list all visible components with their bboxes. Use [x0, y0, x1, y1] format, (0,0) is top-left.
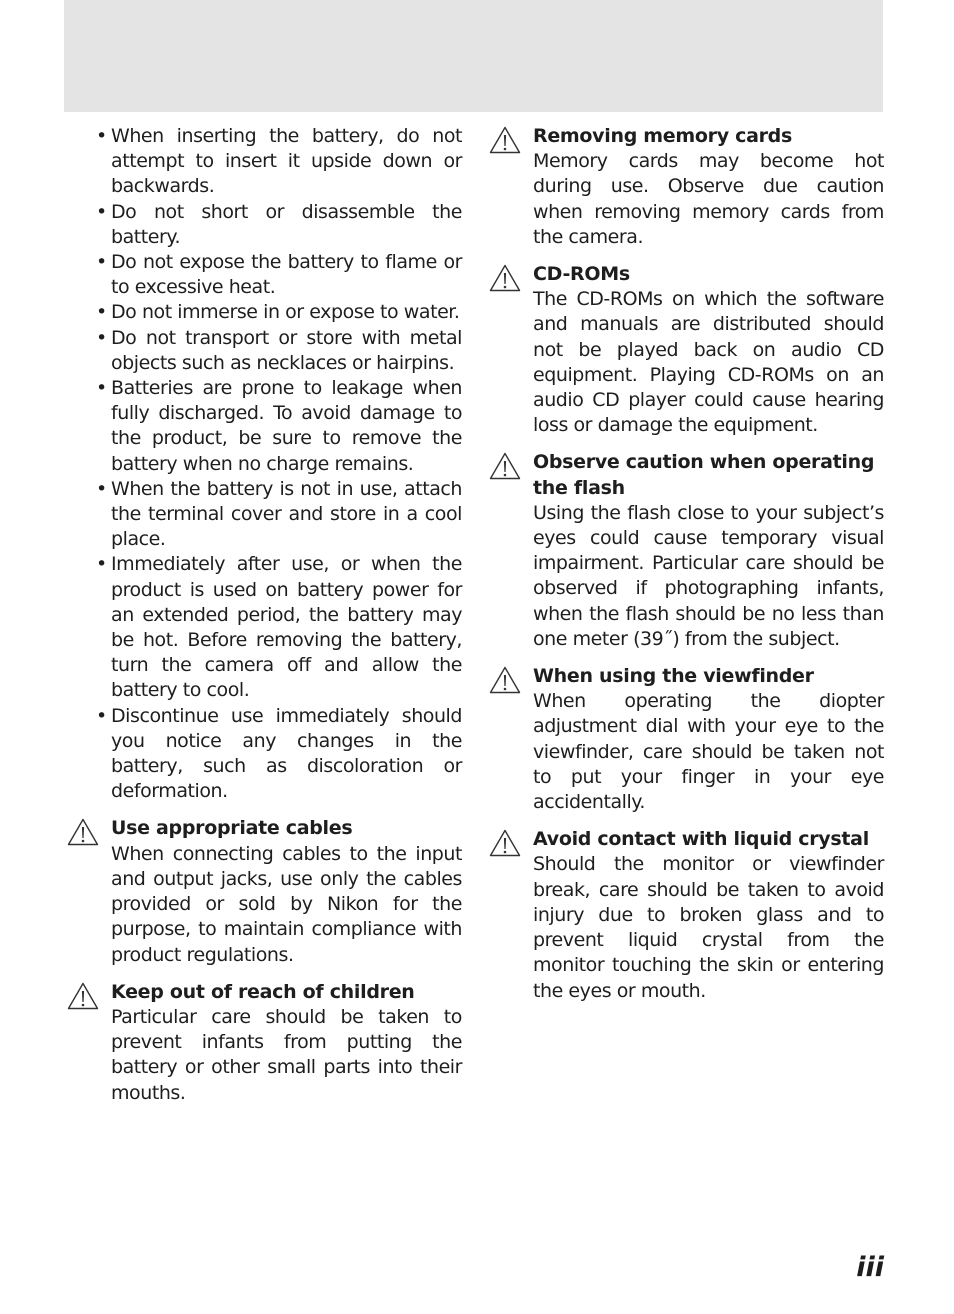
left-column [66, 124, 462, 1118]
warning-section [488, 262, 884, 438]
bullet-icon: • [96, 251, 107, 274]
right-column [488, 124, 884, 1016]
warning-title: CD-ROMs [533, 263, 630, 286]
bullet-icon: • [96, 301, 107, 324]
warning-triangle-icon [489, 452, 521, 480]
warning-title: When using the viewfinder [533, 665, 814, 688]
warning-body: Particular care should be taken to prevent infants from putting the battery or other small parts into their mouths. [111, 1005, 462, 1104]
list-item [96, 300, 462, 325]
warning-triangle-icon [489, 666, 521, 694]
list-item [96, 326, 462, 376]
list-item [96, 477, 462, 553]
warning-section [488, 664, 884, 815]
warning-body: The CD-ROMs on which the software and manuals are distributed should not be played back on audio CD equipment. Playing CD-ROMs on an audio CD player could cause hearing loss or damage the equipment. [533, 288, 884, 437]
bullet-icon: • [96, 553, 107, 576]
list-item-text: Do not short or disassemble the battery. [111, 200, 462, 248]
list-item-text: Do not expose the battery to flame or to excessive heat. [111, 251, 462, 299]
warning-title: Removing memory cards [533, 125, 792, 147]
warning-triangle-icon [489, 264, 521, 292]
bullet-icon: • [96, 377, 107, 400]
list-item [96, 552, 462, 703]
warning-body: Should the monitor or viewfinder break, care should be taken to avoid injury due to broken glass and to prevent liquid crystal from the monitor touching the skin or entering the eyes or mouth. [533, 853, 884, 1002]
list-item [96, 376, 462, 477]
warning-title: Use appropriate cables [111, 817, 353, 840]
warning-body: Using the flash close to your subject’s eyes could cause temporary visual impairment. Particular care should be observed if photographing infants, when the flash should be no less than one meter (39˝) from the subject. [533, 501, 884, 650]
list-item-text: Discontinue use immediately should you notice any changes in the battery, such as discoloration or deformation. [111, 704, 462, 803]
bullet-icon: • [96, 477, 107, 500]
bullet-icon: • [96, 326, 107, 349]
bullet-icon: • [96, 125, 107, 147]
warning-title: Keep out of reach of children [111, 980, 415, 1003]
list-item [96, 250, 462, 300]
list-item-text: Batteries are prone to leakage when fully discharged. To avoid damage to the product, be sure to remove the battery when no charge remains. [111, 377, 462, 475]
warning-body: When operating the diopter adjustment dial with your eye to the viewfinder, care should be taken not to put your finger in your eye accidentally. [533, 690, 884, 814]
list-item-text: When inserting the battery, do not attempt to insert it upside down or backwards. [111, 125, 462, 198]
list-item [96, 124, 462, 200]
left-warnings [66, 816, 462, 1105]
warning-section [488, 124, 884, 250]
list-item [96, 200, 462, 250]
list-item-text: Do not immerse in or expose to water. [111, 301, 460, 324]
list-item-text: Immediately after use, or when the product is used on battery power for an extended period, the battery may be hot. Before removing the battery, turn the camera off and allow the battery to cool. [111, 553, 462, 702]
list-item [96, 704, 462, 805]
warning-section [66, 980, 462, 1106]
warning-triangle-icon [67, 982, 99, 1010]
warning-title: Avoid contact with liquid crystal [533, 828, 869, 851]
list-item-text: Do not transport or store with metal objects such as necklaces or hairpins. [111, 326, 462, 374]
warning-body: When connecting cables to the input and output jacks, use only the cables provided or sold by Nikon for the purpose, to maintain compliance with product regulations. [111, 842, 462, 966]
header-band [64, 0, 883, 112]
bullet-icon: • [96, 200, 107, 223]
page-number: iii [856, 1252, 884, 1283]
warning-body: Memory cards may become hot during use. Observe due caution when removing memory cards from the camera. [533, 150, 884, 248]
warning-section [66, 816, 462, 967]
warning-triangle-icon [67, 818, 99, 846]
warning-title: Observe caution when operating the flash [533, 451, 875, 499]
warning-section [488, 450, 884, 652]
warning-triangle-icon [489, 829, 521, 857]
bullet-icon: • [96, 704, 107, 727]
warning-section [488, 827, 884, 1003]
list-item-text: When the battery is not in use, attach the terminal cover and store in a cool place. [111, 477, 462, 551]
warning-triangle-icon [489, 126, 521, 154]
battery-precautions-list [66, 124, 462, 804]
